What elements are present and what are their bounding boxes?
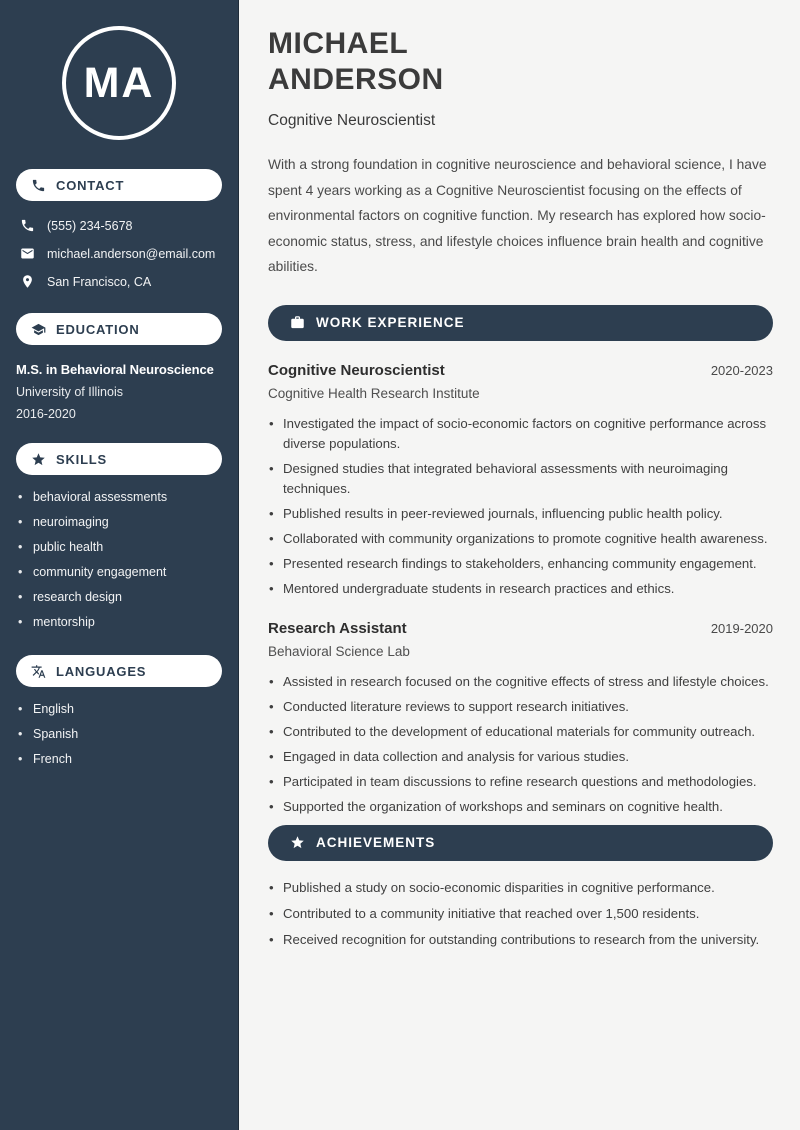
avatar bbox=[62, 26, 176, 140]
job-entry bbox=[268, 620, 773, 817]
contact-item-text: (555) 234-5678 bbox=[47, 218, 133, 233]
bullet-item: • Supported the organization of workshops and seminars on cognitive health. bbox=[268, 797, 773, 817]
language-item: • English bbox=[16, 702, 222, 717]
bullet-item: • Engaged in data collection and analysis for various studies. bbox=[268, 747, 773, 767]
education-years: 2016-2020 bbox=[16, 407, 76, 421]
achievements-banner bbox=[268, 825, 773, 861]
contact-item-text: michael.anderson@email.com bbox=[47, 246, 216, 261]
location-icon bbox=[20, 274, 35, 289]
education-school: University of Illinois bbox=[16, 385, 123, 399]
star-icon bbox=[31, 452, 46, 467]
phone-icon bbox=[20, 218, 35, 233]
page-title bbox=[268, 26, 773, 98]
contact-item bbox=[20, 218, 222, 233]
bullet-item: • Presented research findings to stakeholders, enhancing community engagement. bbox=[268, 554, 773, 574]
languages-list bbox=[16, 702, 222, 767]
achievement-item: • Received recognition for outstanding contributions to research from the university. bbox=[268, 932, 773, 948]
contact-item-text: San Francisco, CA bbox=[47, 274, 152, 289]
job-company: Cognitive Health Research Institute bbox=[268, 385, 480, 401]
achievement-item: • Contributed to a community initiative that reached over 1,500 residents. bbox=[268, 906, 773, 922]
achievements-title: ACHIEVEMENTS bbox=[316, 835, 436, 850]
education-section-title: EDUCATION bbox=[56, 321, 140, 337]
bullet-item: • Designed studies that integrated behavioral assessments with neuroimaging techniques. bbox=[268, 459, 773, 499]
bullet-item: • Conducted literature reviews to support research initiatives. bbox=[268, 697, 773, 717]
skills-section-title: SKILLS bbox=[56, 451, 108, 467]
job-entry bbox=[268, 362, 773, 599]
job-header bbox=[268, 362, 773, 379]
bullet-item: • Investigated the impact of socio-economic factors on cognitive performance across diverse populations. bbox=[268, 414, 773, 454]
bullet-item: • Collaborated with community organizations to promote cognitive health awareness. bbox=[268, 529, 773, 549]
contact-list bbox=[16, 218, 222, 289]
job-bullets bbox=[268, 672, 773, 817]
email-icon bbox=[20, 246, 35, 261]
skills-list bbox=[16, 490, 222, 630]
education-section-header bbox=[16, 313, 222, 345]
contact-item bbox=[20, 274, 222, 289]
language-item: • French bbox=[16, 752, 222, 767]
star-icon bbox=[290, 835, 305, 850]
bullet-item: • Contributed to the development of educational materials for community outreach. bbox=[268, 722, 773, 742]
skill-item: • neuroimaging bbox=[16, 515, 222, 530]
job-company: Behavioral Science Lab bbox=[268, 643, 410, 659]
languages-section-header bbox=[16, 655, 222, 687]
phone-icon bbox=[31, 178, 46, 193]
skill-item: • research design bbox=[16, 590, 222, 605]
skill-item: • community engagement bbox=[16, 565, 222, 580]
summary-paragraph: With a strong foundation in cognitive neuroscience and behavioral science, I have spent 4 years working as a Cognitive Neuroscientist focusing on the effects of environmental factors on cognitive function. My research has explored how socio-economic status, stress, and lifestyle choices influence brain health and cognitive abilities. bbox=[268, 157, 767, 274]
bullet-item: • Mentored undergraduate students in research practices and ethics. bbox=[268, 579, 773, 599]
job-bullets bbox=[268, 414, 773, 599]
contact-section-title: CONTACT bbox=[56, 177, 125, 193]
job-dates: 2019-2020 bbox=[710, 620, 773, 636]
translate-icon bbox=[31, 664, 46, 679]
main-content bbox=[239, 0, 800, 1130]
headline: Cognitive Neuroscientist bbox=[268, 112, 436, 129]
bullet-item: • Assisted in research focused on the cognitive effects of stress and lifestyle choices. bbox=[268, 672, 773, 692]
achievement-item: • Published a study on socio-economic disparities in cognitive performance. bbox=[268, 880, 773, 896]
briefcase-icon bbox=[290, 315, 305, 330]
job-header bbox=[268, 620, 773, 637]
education-entry bbox=[16, 362, 222, 421]
avatar-initials: MA bbox=[83, 58, 155, 107]
languages-section-title: LANGUAGES bbox=[56, 663, 147, 679]
bullet-item: • Published results in peer-reviewed journals, influencing public health policy. bbox=[268, 504, 773, 524]
bullet-item: • Participated in team discussions to refine research questions and methodologies. bbox=[268, 772, 773, 792]
job-title: Research Assistant bbox=[268, 619, 407, 637]
work-experience-banner bbox=[268, 305, 773, 341]
achievements-list bbox=[268, 880, 773, 948]
skill-item: • behavioral assessments bbox=[16, 490, 222, 505]
first-name: MICHAEL bbox=[268, 27, 409, 60]
sidebar bbox=[0, 0, 239, 1130]
work-experience-title: WORK EXPERIENCE bbox=[316, 315, 465, 330]
skill-item: • mentorship bbox=[16, 615, 222, 630]
last-name: ANDERSON bbox=[268, 63, 444, 96]
contact-section-header bbox=[16, 169, 222, 201]
jobs-container bbox=[268, 362, 773, 817]
skill-item: • public health bbox=[16, 540, 222, 555]
skills-section-header bbox=[16, 443, 222, 475]
job-title: Cognitive Neuroscientist bbox=[268, 361, 445, 379]
contact-item bbox=[20, 246, 222, 261]
language-item: • Spanish bbox=[16, 727, 222, 742]
job-dates: 2020-2023 bbox=[710, 362, 773, 378]
education-degree: M.S. in Behavioral Neuroscience bbox=[16, 362, 214, 377]
graduation-cap-icon bbox=[31, 322, 46, 337]
